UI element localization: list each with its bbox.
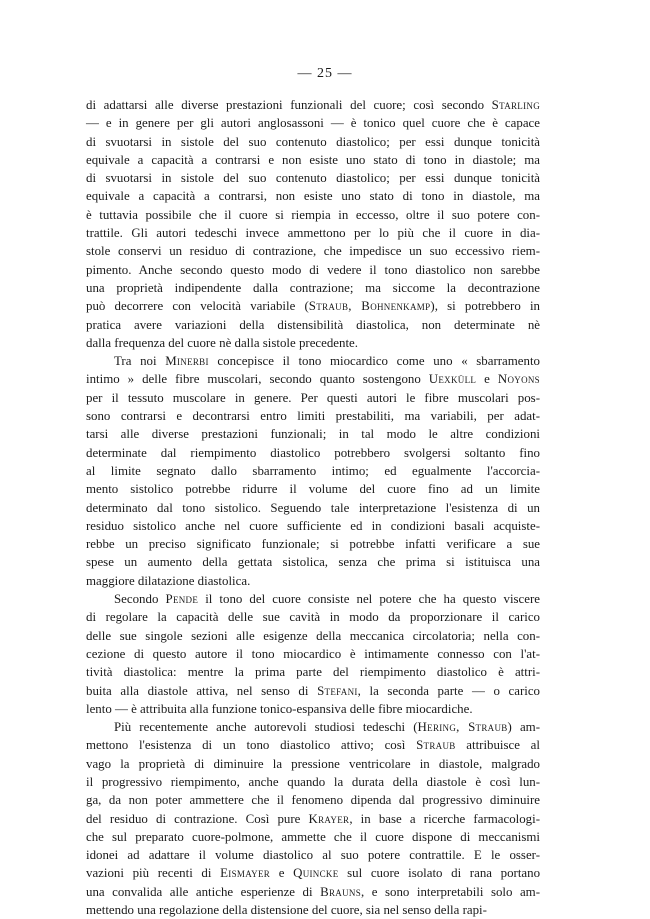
text-segment: residuo sistolico anche nel cuore sufficiente ed in condizioni basali acquiste- — [86, 518, 540, 533]
text-segment: Secondo — [114, 592, 166, 607]
text-segment: di svuotarsi in sistole del suo contenuto diastolico; per essi dunque tonicità — [86, 171, 540, 186]
author-name: Stefani — [317, 683, 358, 698]
text-line — [86, 114, 540, 132]
text-segment: trattile. Gli autori tedeschi invece ammettono per lo più che il cuore in dia- — [86, 226, 540, 241]
text-line — [86, 462, 540, 480]
text-segment: , e sono interpretabili solo am- — [361, 884, 541, 899]
text-segment: di adattarsi alle diverse prestazioni funzionali del cuore; così secondo — [86, 98, 492, 112]
text-line — [86, 700, 540, 718]
text-segment: può decorrere con velocità variabile ( — [86, 299, 309, 314]
text-segment: sul cuore isolato di rana portano — [338, 866, 541, 881]
text-segment: ), si potrebbero in — [430, 299, 540, 314]
text-segment: equivale a capacità a contrarsi e non esiste uno stato di tono in diastole; ma — [86, 152, 540, 167]
text-line — [86, 151, 540, 169]
text-segment: determinate dal riempimento diastolico potrebbero svolgersi soltanto fino — [86, 445, 540, 460]
text-segment: il progressivo riempimento, anche quando la durata della diastole è così lun- — [86, 774, 540, 789]
text-line — [86, 279, 540, 297]
text-segment: buita alla diastole attiva, nel senso di — [86, 683, 318, 698]
text-segment: intimo » delle fibre muscolari, secondo quanto sostengono — [86, 372, 429, 387]
text-line — [86, 444, 540, 462]
text-segment: vazioni più recenti di — [86, 866, 221, 881]
text-line — [86, 590, 540, 608]
text-line — [86, 370, 540, 388]
text-segment: una proprietà indipendente dalla contrazione; ma siccome la decontrazione — [86, 280, 540, 295]
text-segment: attribuisce al — [455, 738, 540, 753]
page-number: — 25 — — [297, 66, 353, 81]
author-name: Pende — [165, 592, 199, 607]
text-line — [86, 407, 540, 425]
text-line — [86, 883, 540, 901]
text-line — [86, 261, 540, 279]
text-segment: determinato dal tono sistolico. Seguendo tale interpretazione l'esistenza di un — [86, 500, 540, 515]
text-line — [86, 297, 540, 315]
text-segment: e — [476, 372, 498, 387]
text-line — [86, 535, 540, 553]
text-segment: sono contrarsi e decontrarsi entro limiti prestabiliti, ma variabili, per adat- — [86, 409, 540, 424]
text-segment: al limite segnato dallo sbarramento intimo; ed egualmente l'accorcia- — [86, 463, 540, 478]
author-name: Krayer — [308, 811, 350, 826]
text-segment: — e in genere per gli autori anglosassoni — è tonico quel cuore che è capace — [86, 116, 540, 131]
text-line — [86, 572, 540, 590]
text-line — [86, 499, 540, 517]
body-text — [86, 96, 540, 919]
text-segment: maggiore dilatazione diastolica. — [86, 573, 251, 588]
text-line — [86, 736, 540, 754]
text-line — [86, 517, 540, 535]
text-segment: tività diastolica: mentre la prima parte del riempimento diastolico è attri- — [86, 665, 540, 680]
text-segment: per il tessuto muscolare in genere. Per questi autori le fibre muscolari pos- — [86, 390, 540, 405]
text-segment: del residuo di contrazione. Così pure — [86, 811, 309, 826]
text-line — [86, 553, 540, 571]
author-name: Straub, Bohnenkamp — [308, 299, 431, 314]
text-line — [86, 187, 540, 205]
text-segment: di svuotarsi in sistole del suo contenuto diastolico; per essi dunque tonicità — [86, 134, 540, 149]
text-line — [86, 846, 540, 864]
text-line — [86, 96, 540, 114]
author-name: Minerbi — [165, 354, 209, 369]
text-line — [86, 480, 540, 498]
text-segment: e — [270, 866, 294, 881]
text-line — [86, 645, 540, 663]
text-line — [86, 755, 540, 773]
text-segment: Tra noi — [114, 354, 166, 369]
text-line — [86, 901, 540, 919]
text-segment: spese un aumento della gettata sistolica, senza che prima si istituisca una — [86, 555, 540, 570]
text-segment: ) am- — [507, 720, 540, 735]
text-segment: equivale a capacità a contrarsi, non esiste uno stato di tono in diastole, ma — [86, 189, 540, 204]
text-line — [86, 224, 540, 242]
text-segment: cezione di questo autore il tono miocardico è intimamente connesso con l'at- — [86, 646, 540, 661]
text-segment: di regolare la capacità delle sue cavità in modo da proporzionare il carico — [86, 610, 540, 625]
text-line — [86, 810, 540, 828]
text-segment: tarsi alle diverse prestazioni funzionali; in tal modo le altre condizioni — [86, 427, 540, 442]
text-segment: è tuttavia possibile che il cuore si riempia in eccesso, oltre il suo potere con- — [86, 207, 540, 222]
text-line — [86, 425, 540, 443]
text-segment: mettono l'esistenza di un tono diastolico attivo; così — [86, 738, 417, 753]
text-segment: rebbe un preciso significato funzionale; si potrebbe infatti verificare a sue — [86, 537, 540, 552]
text-segment: , in base a ricerche farmacologi- — [349, 811, 540, 826]
text-segment: ga, da non poter ammettere che il fenomeno dipenda dal progressivo diminuire — [86, 793, 540, 808]
text-line — [86, 334, 540, 352]
text-line — [86, 828, 540, 846]
text-line — [86, 864, 540, 882]
text-line — [86, 389, 540, 407]
text-segment: lento — è attribuita alla funzione tonico-espansiva delle fibre miocardiche. — [86, 701, 473, 716]
text-line — [86, 352, 540, 370]
text-line — [86, 133, 540, 151]
text-segment: stole conservi un residuo di contrazione, che impedisce un suo eccessivo riem- — [86, 244, 540, 259]
text-segment: concepisce il tono miocardico come uno « sbarramento — [208, 354, 540, 369]
text-line — [86, 169, 540, 187]
text-line — [86, 791, 540, 809]
text-segment: , la seconda parte — o carico — [357, 683, 540, 698]
text-line — [86, 773, 540, 791]
text-line — [86, 663, 540, 681]
text-line — [86, 608, 540, 626]
text-line — [86, 242, 540, 260]
text-segment: il tono del cuore consiste nel potere che ha questo viscere — [198, 592, 540, 607]
text-segment: una convalida alle antiche esperienze di — [86, 884, 321, 899]
author-name: Straub — [416, 738, 456, 753]
author-name: Eismayer — [220, 866, 271, 881]
author-name: Uexküll — [428, 372, 477, 387]
author-name: Quincke — [293, 866, 339, 881]
text-segment: pratica avere variazioni della distensibilità diastolica, non determinate nè — [86, 317, 540, 332]
text-segment: pimento. Anche secondo questo modo di vedere il tono diastolico non sarebbe — [86, 262, 540, 277]
text-segment: che sul preparato cuore-polmone, ammette che il cuore dispone di meccanismi — [86, 829, 540, 844]
text-segment: dalla frequenza del cuore nè dalla sistole precedente. — [86, 335, 358, 350]
text-line — [86, 627, 540, 645]
author-name: Starling — [491, 98, 540, 112]
text-line — [86, 682, 540, 700]
author-name: Brauns — [320, 884, 361, 899]
text-segment: vago la proprietà di diminuire la pressione ventricolare in diastole, malgrado — [86, 756, 540, 771]
text-segment: mento sistolico potrebbe ridurre il volume del cuore fino ad un limite — [86, 482, 540, 497]
text-segment: mettendo una regolazione della distensione del cuore, sia nel senso della rapi- — [86, 903, 487, 918]
text-line — [86, 718, 540, 736]
text-line — [86, 206, 540, 224]
author-name: Noyons — [497, 372, 540, 387]
author-name: Hering, Straub — [417, 720, 508, 735]
text-segment: Più recentemente anche autorevoli studiosi tedeschi ( — [114, 720, 418, 735]
text-segment: idonei ad adattare il volume diastolico al suo potere contrattile. E le osser- — [86, 848, 540, 863]
text-line — [86, 316, 540, 334]
text-segment: delle sue singole sezioni alle esigenze della meccanica circolatoria; nella con- — [86, 628, 540, 643]
